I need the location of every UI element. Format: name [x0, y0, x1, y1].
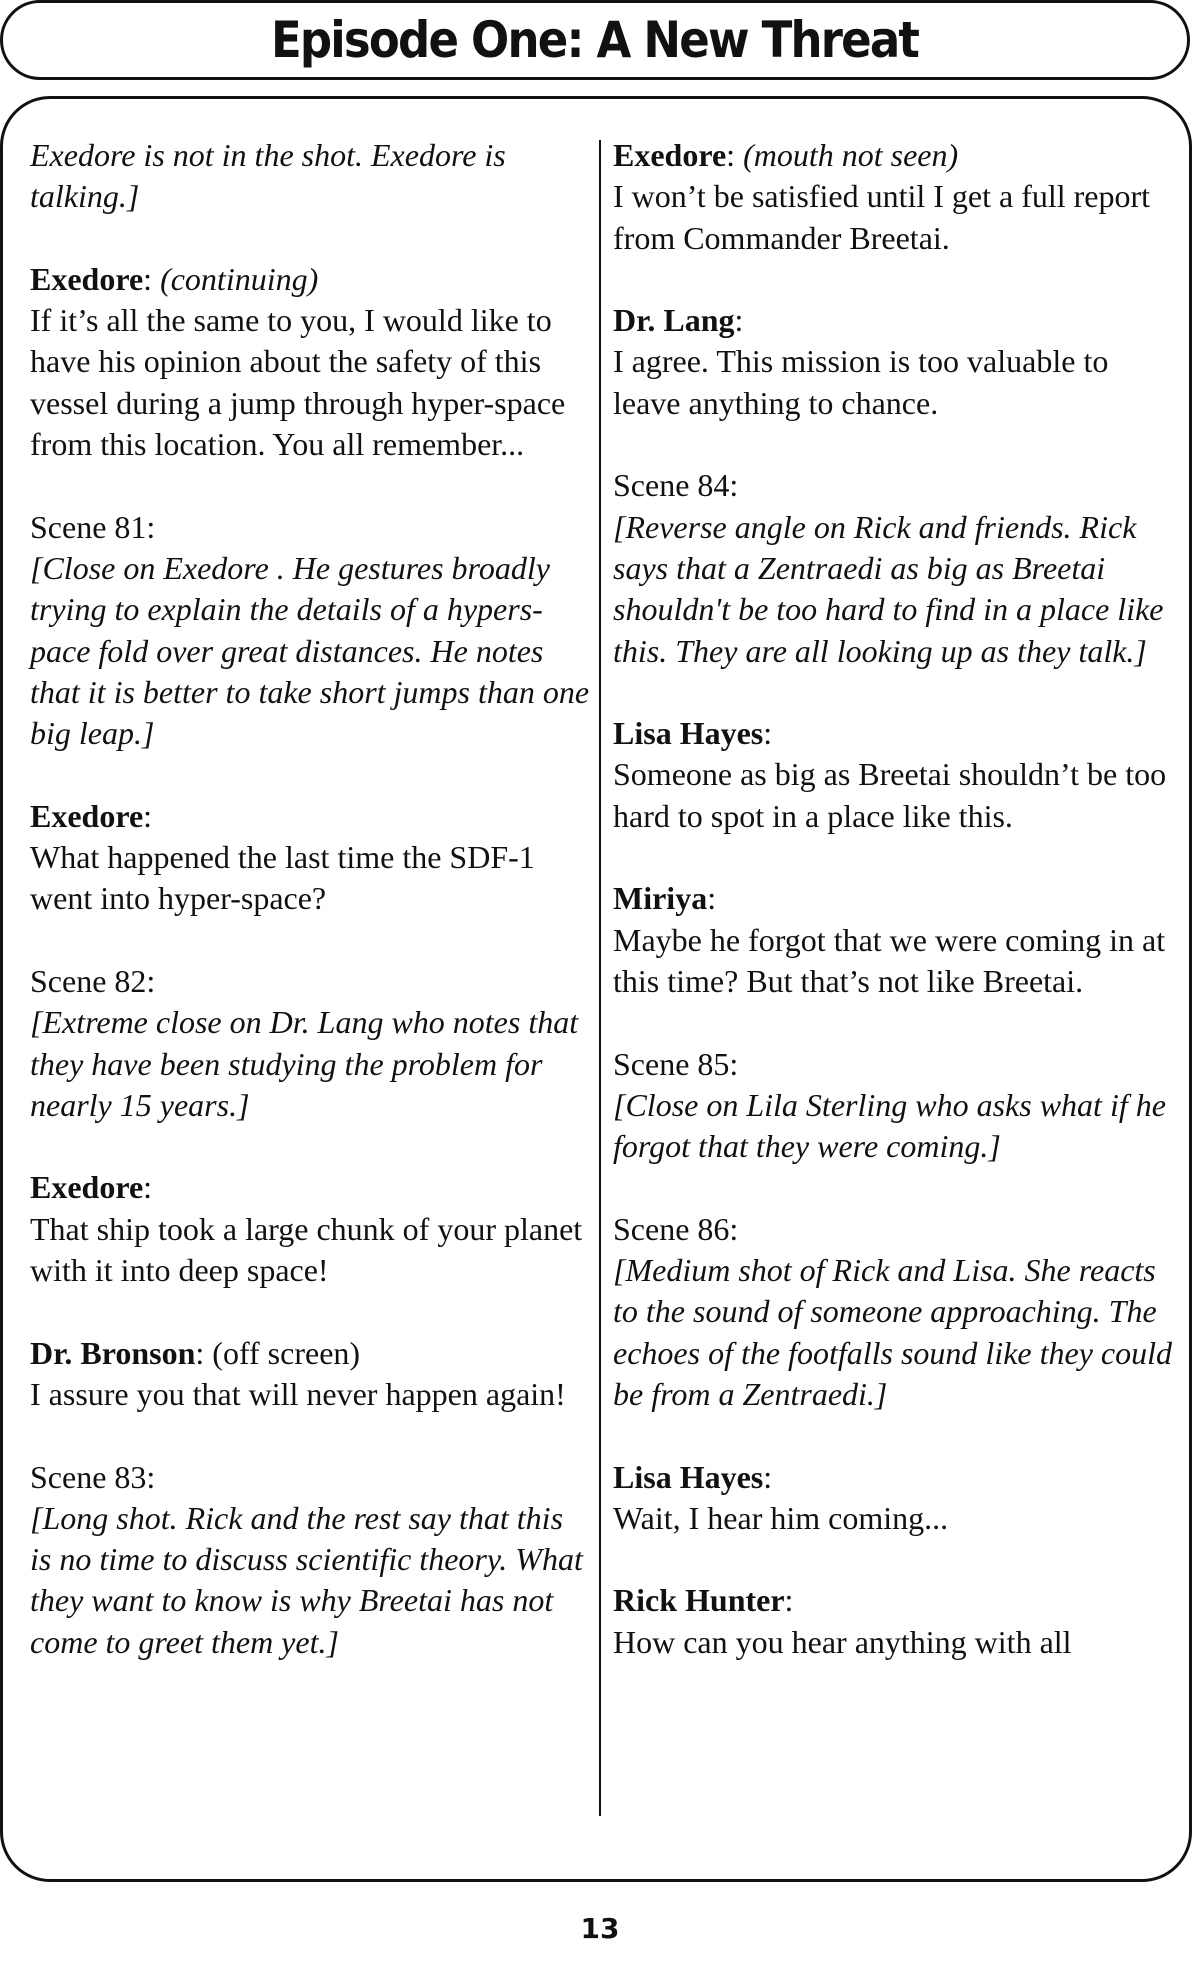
dialogue-line: That ship took a large chunk of your planet with it into deep space! [30, 1210, 583, 1289]
dialogue-header [613, 135, 1183, 176]
dialogue-block [30, 1333, 590, 1416]
speaker-name: Rick Hunter [613, 1582, 785, 1619]
speaker-name: Lisa Hayes [613, 1458, 764, 1495]
page-number: 13 [580, 1912, 620, 1945]
scene-label: Scene 85: [613, 1045, 739, 1082]
parenthetical: (off screen) [212, 1334, 361, 1371]
speaker-name: Miriya [613, 880, 708, 917]
scene-description: [Close on Exedore . He gestures broadly trying to explain the details of a hypers-pace fold over great distances. He notes that it is better to take short jumps than one big leap.] [30, 549, 590, 752]
right-column [613, 135, 1183, 1704]
dialogue-line: What happened the last time the SDF-1 went into hyper-space? [30, 839, 535, 917]
stage-direction [30, 135, 590, 218]
speaker-name: Exedore [613, 137, 727, 173]
speaker-colon: : [726, 137, 736, 173]
dialogue-block [30, 1167, 590, 1291]
scene-label: Scene 84: [613, 467, 739, 504]
left-column [30, 135, 590, 1704]
speaker-colon: : [784, 1582, 794, 1619]
speaker-colon: : [763, 1458, 773, 1495]
speaker-name: Exedore [30, 260, 144, 297]
scene-label: Scene 86: [613, 1210, 739, 1247]
scene-description: [Close on Lila Sterling who asks what if he forgot that they were coming.] [613, 1086, 1166, 1165]
scene-label: Scene 81: [30, 508, 156, 545]
speaker-colon: : [143, 1169, 153, 1206]
dialogue-block [613, 878, 1183, 1002]
scene-block [30, 1457, 590, 1663]
speaker-name: Exedore [30, 797, 144, 834]
speaker-name: Exedore [30, 1169, 144, 1206]
speaker-name: Dr. Lang [613, 302, 735, 339]
dialogue-block [30, 259, 590, 465]
speaker-colon: : [734, 302, 744, 339]
dialogue-header [613, 300, 1183, 341]
dialogue-line: How can you hear anything with all [613, 1623, 1072, 1660]
dialogue-line: If it’s all the same to you, I would like to have his opinion about the safety of this vessel during a jump through hyper-space from this location. You all remember... [30, 302, 566, 463]
dialogue-block [613, 1457, 1183, 1540]
parenthetical: (mouth not seen) [743, 137, 959, 173]
scene-block [613, 1044, 1183, 1168]
dialogue-line: Wait, I hear him coming... [613, 1499, 949, 1536]
dialogue-block [613, 1580, 1183, 1663]
dialogue-line: Someone as big as Breetai shouldn’t be too hard to spot in a place like this. [613, 756, 1167, 834]
scene-description: [Long shot. Rick and the rest say that this is no time to discuss scientific theory. What they want to know is why Breetai has not come to greet them yet.] [30, 1499, 583, 1660]
dialogue-block [30, 796, 590, 920]
dialogue-line: Maybe he forgot that we were coming in at this time? But that’s not like Breetai. [613, 921, 1166, 999]
speaker-colon: : [143, 260, 153, 297]
scene-description: [Reverse angle on Rick and friends. Rick says that a Zentraedi as big as Breetai shouldn't be too hard to find in a place like this. They are all looking up as they talk.] [613, 508, 1164, 669]
dialogue-header [613, 878, 1183, 919]
dialogue-block [613, 300, 1183, 424]
dialogue-header [613, 1580, 1183, 1621]
speaker-colon: : [143, 797, 153, 834]
scene-block [613, 465, 1183, 671]
scene-description: [Extreme close on Dr. Lang who notes that they have been studying the problem for nearly 15 years.] [30, 1004, 579, 1123]
dialogue-header [613, 713, 1183, 754]
dialogue-header [30, 1333, 590, 1374]
dialogue-block [613, 135, 1183, 259]
speaker-colon: : [707, 880, 717, 917]
chapter-title-bar [0, 0, 1190, 80]
scene-description: [Medium shot of Rick and Lisa. She reacts to the sound of someone approaching. The echoes of the footfalls sound like they could be from a Zentraedi.] [613, 1252, 1172, 1412]
speaker-name: Dr. Bronson [30, 1334, 196, 1371]
speaker-colon: : [763, 715, 773, 752]
chapter-title: Episode One: A New Threat [271, 11, 919, 69]
scene-block [613, 1209, 1183, 1415]
column-divider [599, 140, 601, 1816]
dialogue-header [30, 259, 590, 300]
dialogue-line: I won’t be satisfied until I get a full report from Commander Breetai. [613, 178, 1151, 256]
speaker-name: Lisa Hayes [613, 715, 764, 752]
dialogue-header [30, 796, 590, 837]
dialogue-line: I assure you that will never happen again! [30, 1375, 566, 1412]
dialogue-block [613, 713, 1183, 837]
direction-text: Exedore is not in the shot. Exedore is talking.] [30, 137, 506, 215]
dialogue-header [613, 1457, 1183, 1498]
scene-label: Scene 82: [30, 962, 156, 999]
dialogue-line: I agree. This mission is too valuable to leave anything to chance. [613, 343, 1109, 421]
parenthetical: (continuing) [160, 260, 319, 297]
scene-block [30, 961, 590, 1126]
dialogue-header [30, 1167, 590, 1208]
scene-block [30, 507, 590, 755]
speaker-colon: : [195, 1334, 205, 1371]
scene-label: Scene 83: [30, 1458, 156, 1495]
